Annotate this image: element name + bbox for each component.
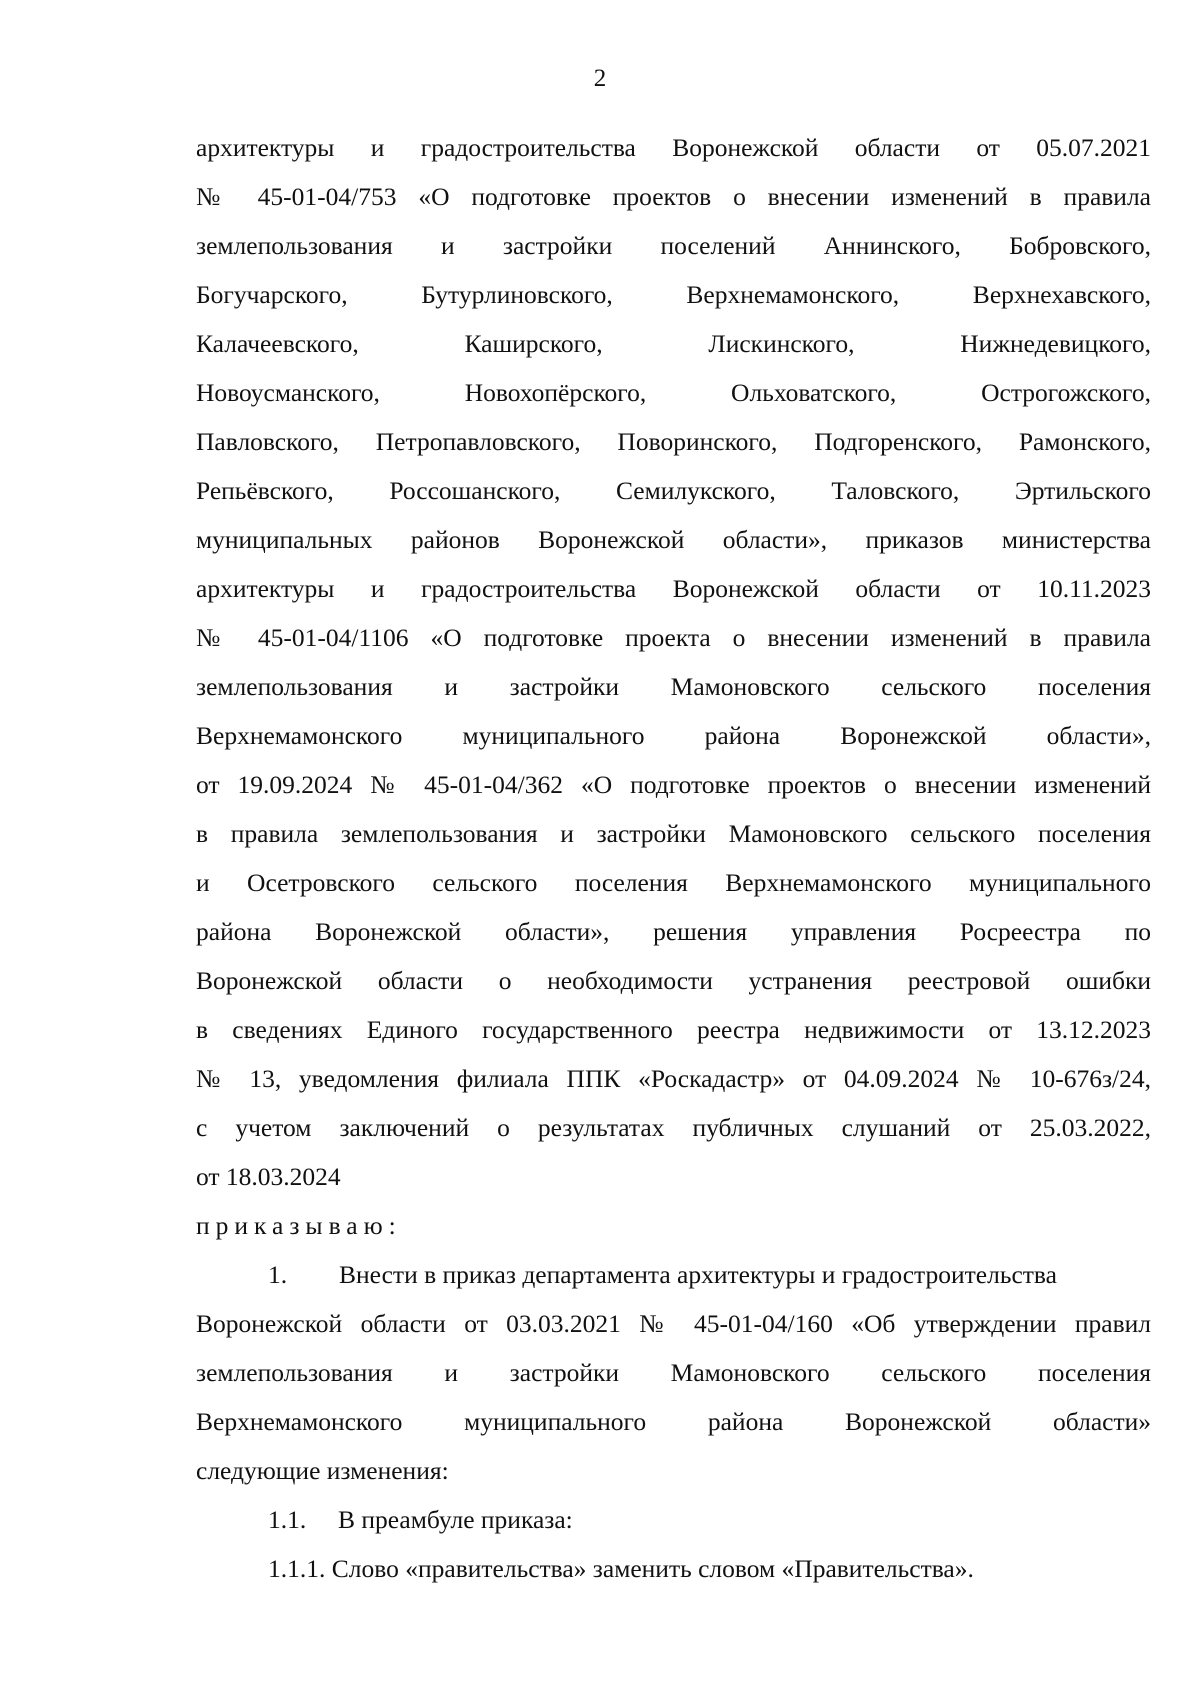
item-1-1-number: 1.1.: [268, 1505, 307, 1534]
item-1-number: 1.: [268, 1260, 288, 1289]
text-line: № 45-01-04/753 «О подготовке проектов о внесении изменений в правила: [196, 182, 1151, 211]
item-1-paragraph: [196, 1250, 1151, 1495]
text-line: муниципальных районов Воронежской области», приказов министерства: [196, 525, 1151, 554]
text-line: Богучарского, Бутурлиновского, Верхнемамонского, Верхнехавского,: [196, 280, 1151, 309]
text-line: следующие изменения:: [196, 1456, 449, 1485]
text-line: Воронежской области от 03.03.2021 № 45-01-04/160 «Об утверждении правил: [196, 1309, 1151, 1338]
text-line: Верхнемамонского муниципального района Воронежской области»: [196, 1407, 1151, 1436]
text-line: района Воронежской области», решения управления Росреестра по: [196, 917, 1151, 946]
item-1-1: [196, 1495, 1151, 1544]
text-line: от 19.09.2024 № 45-01-04/362 «О подготовке проектов о внесении изменений: [196, 770, 1151, 799]
text-line: и Осетровского сельского поселения Верхнемамонского муниципального: [196, 868, 1151, 897]
text-line: Калачеевского, Каширского, Лискинского, Нижнедевицкого,: [196, 329, 1151, 358]
page-number: 2: [593, 65, 607, 92]
item-1-1-text: В преамбуле приказа:: [338, 1505, 573, 1534]
text-line: Павловского, Петропавловского, Поворинского, Подгоренского, Рамонского,: [196, 427, 1151, 456]
text-line: Верхнемамонского муниципального района Воронежской области»,: [196, 721, 1151, 750]
item-1-first-line: [196, 1250, 1151, 1299]
text-line: землепользования и застройки Мамоновского сельского поселения: [196, 1358, 1151, 1387]
item-1-first-line-text: Внести в приказ департамента архитектуры и градостроительства: [339, 1260, 1057, 1289]
text-line: от 18.03.2024: [196, 1162, 341, 1191]
text-line: Воронежской области о необходимости устранения реестровой ошибки: [196, 966, 1151, 995]
text-line: с учетом заключений о результатах публичных слушаний от 25.03.2022,: [196, 1113, 1151, 1142]
text-line: архитектуры и градостроительства Воронежской области от 05.07.2021: [196, 133, 1151, 162]
text-line: архитектуры и градостроительства Воронежской области от 10.11.2023: [196, 574, 1151, 603]
text-line: Репьёвского, Россошанского, Семилукского, Таловского, Эртильского: [196, 476, 1151, 505]
document-body: [196, 123, 1151, 1593]
text-line: Новоусманского, Новохопёрского, Ольховатского, Острогожского,: [196, 378, 1151, 407]
text-line: землепользования и застройки поселений Аннинского, Бобровского,: [196, 231, 1151, 260]
text-line: землепользования и застройки Мамоновского сельского поселения: [196, 672, 1151, 701]
preamble-paragraph: [196, 123, 1151, 1201]
item-1-1-1: [196, 1544, 1151, 1593]
text-line: в сведениях Единого государственного реестра недвижимости от 13.12.2023: [196, 1015, 1151, 1044]
order-word: приказываю:: [196, 1211, 402, 1240]
text-line: № 45-01-04/1106 «О подготовке проекта о внесении изменений в правила: [196, 623, 1151, 652]
text-line: № 13, уведомления филиала ППК «Роскадастр» от 04.09.2024 № 10-676з/24,: [196, 1064, 1151, 1093]
item-1-1-1-text: 1.1.1. Слово «правительства» заменить словом «Правительства».: [268, 1554, 974, 1583]
text-line: в правила землепользования и застройки Мамоновского сельского поселения: [196, 819, 1151, 848]
